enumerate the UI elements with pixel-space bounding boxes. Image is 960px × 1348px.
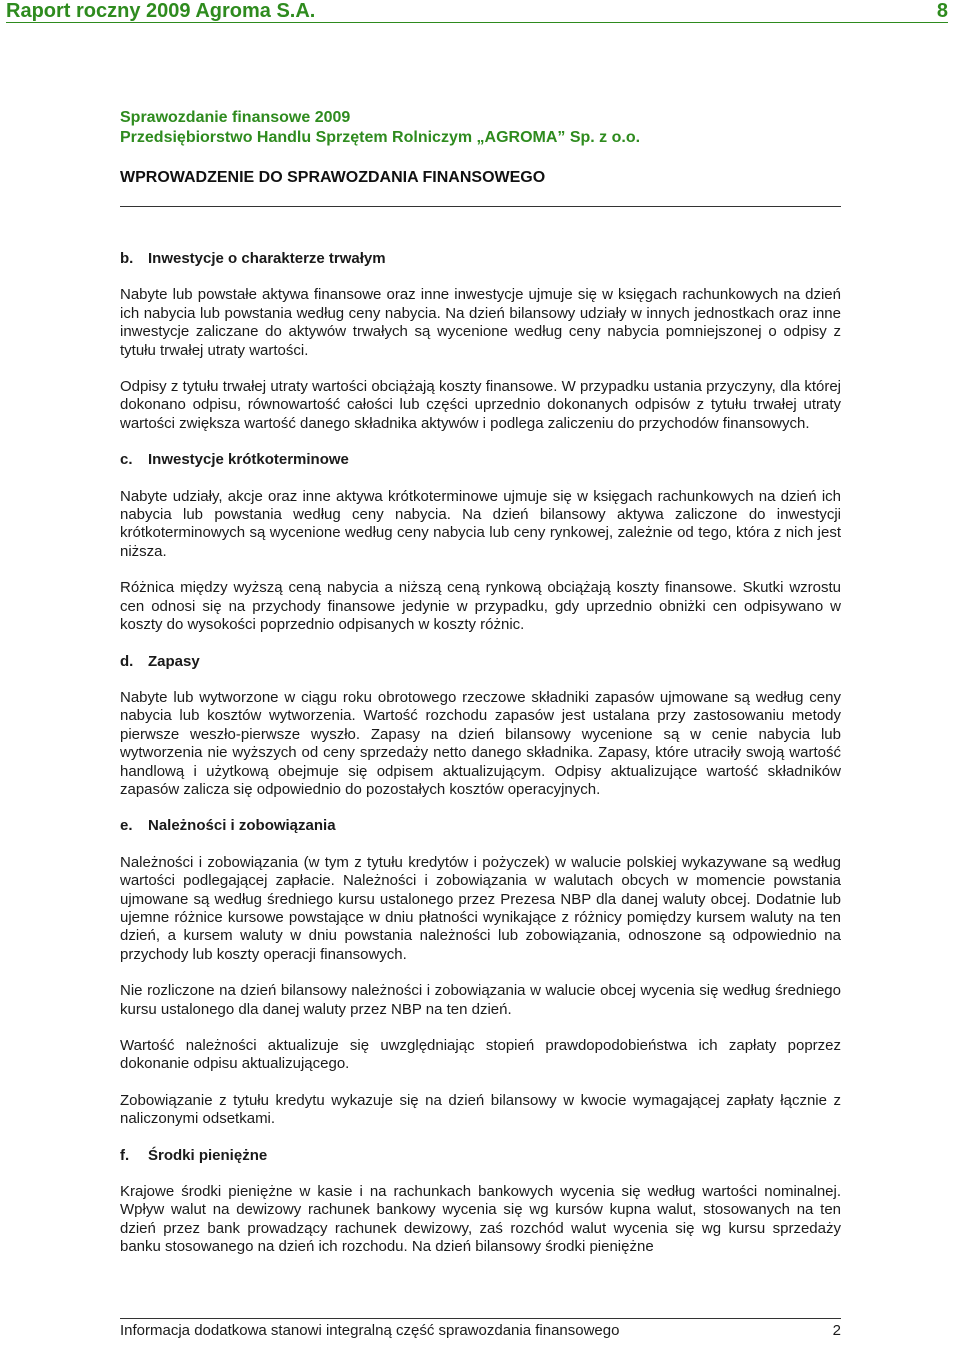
section-title: Inwestycje o charakterze trwałym (148, 250, 386, 267)
paragraph: Nabyte lub powstałe aktywa finansowe oraz inne inwestycje ujmuje się w księgach rachunkowych na dzień ich nabycia lub powstania według ceny nabycia. Na dzień bilansowy udziały w innych jednostkach oraz inne inwestycje zaliczane do aktywów trwałych są wycenione według ceny nabycia pomniejszonej o odpisy z tytułu trwałej utraty wartości. (120, 286, 841, 359)
section-heading (120, 817, 841, 835)
paragraph: Krajowe środki pieniężne w kasie i na rachunkach bankowych wycenia się według wartości nominalnej. Wpływ walut na dewizowy rachunek bankowy wycenia się wg kursów kupna walut, stosowanych na ten dzień przez bank prowadzący rachunek dewizowy, zaś rozchód walut wycenia się wg kursu sprzedaży banku stosowanego na dzień ich rozchodu. Na dzień bilansowy środki pieniężne (120, 1183, 841, 1256)
paragraph: Nabyte lub wytworzone w ciągu roku obrotowego rzeczowe składniki zapasów ujmowane są według ceny nabycia lub kosztów wytworzenia. Wartość rozchodu zapasów jest ustalana przy zastosowaniu metody pierwsze weszło-pierwsze wyszło. Zapasy na dzień bilansowy wycenione są w cenie nabycia lub wytworzenia nie wyższych od ceny sprzedaży netto danego składnika. Zapasy, które utraciły swoją wartość handlową i użytkową obejmuje się odpisem aktualizującym. Odpisy aktualizujące wartość składników zapasów zalicza się odpowiednio do pozostałych kosztów operacyjnych. (120, 688, 841, 798)
section (120, 817, 841, 1128)
section-title: Należności i zobowiązania (148, 817, 336, 835)
report-title: Raport roczny 2009 Agroma S.A. (6, 0, 316, 22)
section-title: Zapasy (148, 652, 200, 670)
section (120, 451, 841, 634)
section-letter: d. (120, 652, 134, 670)
section-letter: e. (120, 817, 133, 835)
paragraph: Odpisy z tytułu trwałej utraty wartości obciążają koszty finansowe. W przypadku ustania przyczyny, dla której dokonano odpisu, równowartość całości lub części uprzednio dokonanych odpisów z tytułu trwałej utraty wartości zwiększa wartość danego składnika aktywów i podlega zaliczeniu do przychodów finansowych. (120, 378, 841, 432)
section-heading (120, 653, 841, 671)
report-header (6, 0, 948, 23)
document-body (120, 250, 841, 1275)
footer-page-number: 2 (832, 1322, 841, 1339)
section-heading (120, 250, 841, 268)
section-title: Inwestycje krótkoterminowe (148, 451, 349, 469)
section-heading (120, 451, 841, 469)
section-heading (120, 1147, 841, 1165)
section (120, 1147, 841, 1257)
paragraph: Zobowiązanie z tytułu kredytu wykazuje się na dzień bilansowy w kwocie wymagającej zapłaty łącznie z naliczonymi odsetkami. (120, 1091, 841, 1128)
document-title: WPROWADZENIE DO SPRAWOZDANIA FINANSOWEGO (120, 169, 546, 186)
page-footer (120, 1318, 841, 1340)
section-title: Środki pieniężne (148, 1146, 268, 1164)
section-letter: c. (120, 451, 133, 469)
report-page-number: 8 (936, 0, 948, 22)
company-name-line: Przedsiębiorstwo Handlu Sprzętem Rolniczym „AGROMA” Sp. z o.o. (120, 129, 641, 146)
paragraph: Nabyte udziały, akcje oraz inne aktywa krótkoterminowe ujmuje się w księgach rachunkowych na dzień ich nabycia lub powstania według ceny nabycia. Na dzień bilansowy aktywa zaliczone do inwestycji krótkoterminowych są wycenione według ceny nabycia lub ceny rynkowej, zależnie od tego, która z nich jest niższa. (120, 487, 841, 560)
footer-note: Informacja dodatkowa stanowi integralną część sprawozdania finansowego (120, 1322, 620, 1339)
statement-year-line: Sprawozdanie finansowe 2009 (120, 109, 351, 126)
section-letter: f. (120, 1146, 130, 1164)
paragraph: Należności i zobowiązania (w tym z tytułu kredytów i pożyczek) w walucie polskiej wykazywane są według wartości podlegającej zapłacie. Należności i zobowiązania w walutach obcych w momencie powstania ujmowane są według średniego kursu ustalonego przez Prezesa NBP dla danej waluty obcej. Dodatnie lub ujemne różnice kursowe powstające w dniu płatności wynikające z różnicy pomiędzy kursem waluty na ten dzień, a kursem waluty w dniu powstania należności lub zobowiązania, odnoszone są odpowiednio na przychody lub koszty operacji finansowych. (120, 853, 841, 963)
paragraph: Wartość należności aktualizuje się uwzględniając stopień prawdopodobieństwa ich zapłaty poprzez dokonanie odpisu aktualizującego. (120, 1037, 841, 1073)
paragraph: Nie rozliczone na dzień bilansowy należności i zobowiązania w walucie obcej wycenia się według średniego kursu ustalonego dla danej waluty przez NBP na ten dzień. (120, 982, 841, 1018)
company-block (120, 108, 841, 148)
section-letter: b. (120, 250, 134, 267)
section (120, 653, 841, 800)
paragraph: Różnica między wyższą ceną nabycia a niższą ceną rynkową obciążają koszty finansowe. Skutki wzrostu cen odnosi się na przychody finansowe jedynie w przypadku, gdy uprzednio obniżki cen odpisywano w koszty do wysokości poprzednio odpisanych w koszty różnic. (120, 579, 841, 634)
title-divider (120, 206, 841, 207)
section (120, 250, 841, 433)
